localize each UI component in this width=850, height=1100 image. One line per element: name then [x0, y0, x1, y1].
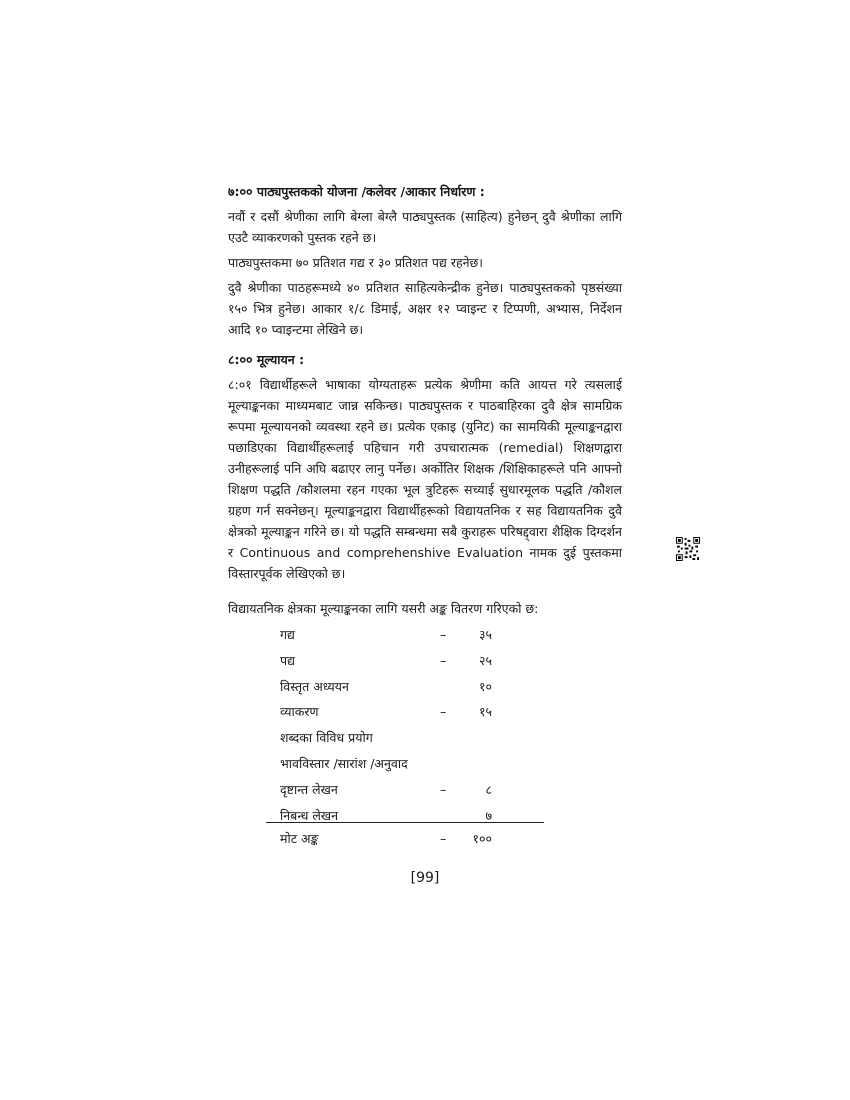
- row-value: २५: [478, 652, 492, 668]
- total-row: [266, 826, 544, 852]
- table-row: [266, 699, 544, 725]
- row-label: निबन्ध लेखन: [280, 807, 339, 823]
- row-label: दृष्टान्त लेखन: [280, 781, 338, 797]
- table-row: [266, 803, 544, 829]
- row-value: १०: [478, 678, 492, 694]
- section-8-paragraph: ८:०१ विद्यार्थीहरूले भाषाका योग्यताहरू प्रत्येक श्रेणीमा कति आयत्त गरे त्यसलाई मूल्याङ्कनका माध्यमबाट जान्न सकिन्छ। पाठ्यपुस्तक र पाठबाहिरका दुवै क्षेत्र सामग्रिक रूपमा मूल्यायनको व्यवस्था रहने छ। प्रत्येक एकाइ (युनिट) का सामयिकी मूल्याङ्कनद्वारा पछाडिएका विद्यार्थीहरूलाई पहिचान गरी उपचारात्मक (remedial) शिक्षणद्वारा उनीहरूलाई पनि अघि बढाएर लानु पर्नेछ। अर्कोतिर शिक्षक /शिक्षिकाहरूले पनि आफ्नो शिक्षण पद्धति /कौशलमा रहन गएका भूल त्रुटिहरू सच्याई सुधारमूलक पद्धति /कौशल ग्रहण गर्न सक्नेछन्। मूल्याङ्कनद्वारा विद्यार्थीहरूको विद्यायतनिक र सह विद्यायतनिक दुवै क्षेत्रको मूल्याङ्कन गरिने छ। यो पद्धति सम्बन्धमा सबै कुराहरू परिषद्द्वारा शैक्षिक दिग्दर्शन र Continuous and comprehenshive Evaluation नामक दुई पुस्तकमा विस्तारपूर्वक लेखिएको छ।: [228, 377, 622, 581]
- row-dash: –: [440, 652, 447, 668]
- qr-code-icon: [676, 537, 700, 561]
- row-dash: –: [440, 627, 447, 642]
- table-intro: विद्यायतनिक क्षेत्रका मूल्याङ्कनका लागि यसरी अङ्क वितरण गरिएको छ:: [228, 601, 539, 616]
- table-row: [266, 777, 544, 803]
- section-7-paragraph-3: दुवै श्रेणीका पाठहरूमध्ये ४० प्रतिशत साहित्यकेन्द्रीक हुनेछ। पाठ्यपुस्तकको पृष्ठसंख्या १५० भित्र हुनेछ। आकार १/८ डिमाई, अक्षर १२ प्वाइन्ट र टिप्पणी, अभ्यास, निर्देशन आदि १० प्वाइन्टमा लेखिने छ।: [228, 280, 622, 337]
- table-total-divider: [266, 822, 544, 823]
- row-dash: –: [440, 781, 447, 797]
- row-label: पद्य: [280, 652, 295, 668]
- marks-table: [266, 622, 544, 828]
- row-value: ८: [485, 781, 492, 797]
- section-8-heading: ८:०० मूल्यायन :: [228, 352, 305, 367]
- table-row: [266, 622, 544, 648]
- page-number: [99]: [410, 870, 440, 886]
- table-row: [266, 648, 544, 674]
- row-value: ७: [485, 807, 492, 823]
- row-value: १५: [478, 704, 492, 720]
- section-7-paragraph-2: पाठ्यपुस्तकमा ७० प्रतिशत गद्य र ३० प्रतिशत पद्य रहनेछ।: [228, 255, 484, 270]
- row-label: गद्य: [280, 627, 295, 642]
- table-row: [266, 674, 544, 700]
- table-total-row: [266, 826, 544, 852]
- section-8-body: [228, 374, 622, 588]
- row-label: व्याकरण: [280, 704, 319, 720]
- table-row: [266, 751, 544, 777]
- section-7-paragraph-1: नवौं र दसौं श्रेणीका लागि बेग्ला बेग्लै पाठ्यपुस्तक (साहित्य) हुनेछन् दुवै श्रेणीका लागि एउटै व्याकरणको पुस्तक रहने छ।: [228, 209, 622, 245]
- total-label: मोट अङ्क: [280, 831, 319, 846]
- row-value: ३५: [478, 627, 492, 642]
- row-dash: –: [440, 704, 447, 720]
- total-value: १००: [472, 831, 492, 846]
- section-7-heading: ७:०० पाठ्यपुस्तकको योजना /कलेवर /आकार निर्धारण :: [228, 184, 485, 199]
- row-label: भावविस्तार /सारांश /अनुवाद: [280, 755, 408, 771]
- total-dash: –: [440, 831, 447, 846]
- section-7-body: [228, 206, 622, 344]
- row-label: शब्दका विविध प्रयोग: [280, 730, 373, 746]
- row-label: विस्तृत अध्ययन: [280, 678, 349, 694]
- table-row: [266, 725, 544, 751]
